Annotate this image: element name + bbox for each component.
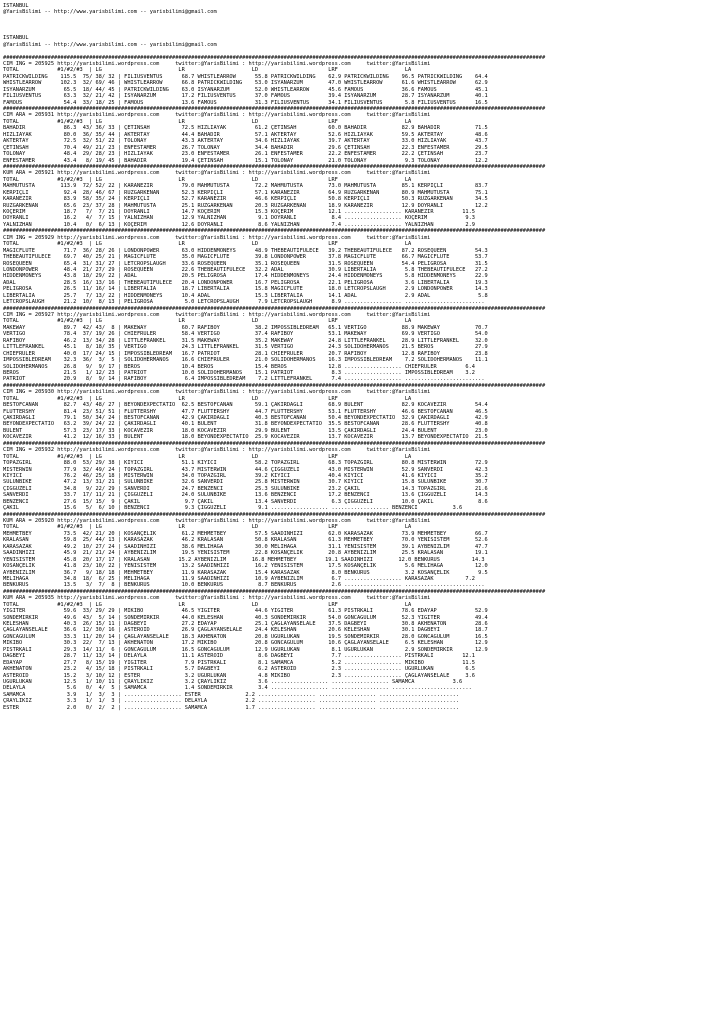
text-line: CHIEFRULER 40.0 17/ 24/ 15 | IMPOSSIBLEDREAM 16.7 PATRIOT 28.1 CHIEFRULER 20.7 RAFIBOY 12.8 RAFIBOY 23.8 <box>3 350 488 357</box>
text-line: THEBEAUTIFULECE 69.7 40/ 25/ 21 | MAGICFLUTE 35.0 MAGICFLUTE 39.8 LONDONPOWER 37.8 MAGICFLUTE 66.7 MAGICFLUTE 53.7 <box>3 254 488 261</box>
text-line: DAGBEYI 28.7 11/ 13/ 14 | DELAYLA 11.1 ASTEROID 8.6 DAGBEYI 7.7 .................. PISTRKALI 12.1 <box>3 653 475 660</box>
text-line: BÜLENT 57.3 23/ 17/ 33 | KOCAVEZIR 18.0 KOCAVEZIR 29.9 BÜLENT 13.5 ÇAKIRDAGLI 24.4 BÜLENT 23.0 <box>3 427 488 434</box>
text-line: YENISISTEM 45.8 20/ 17/ 17 | KRALASAN 15.2 AYBENIZLIM 16.8 MEHMETBEY 19.1 SAADINHIZI 12.0 BENKURUS 14.3 <box>3 556 485 563</box>
section-separator: ########################################################################################################################################################################## <box>3 382 546 389</box>
text-line: KARASAZAK 49.2 10/ 27/ 24 | SAADINHIZI 38.6 MELIHAGA 30.0 MELIHAGA 31.1 YENISISTEM 39.1 AYBENIZLIM 47.7 <box>3 543 488 550</box>
text-line: LETCROPSLAUGH 21.2 10/ 8/ 13 | PELIGROSA 5.0 LETCROPSLAUGH 7.9 LETCROPSLAUGH 8.9 .................. ......................... <box>3 299 485 306</box>
race-header: CIM ING = 205925 http://yarisbilimi.wordpress.com twitter:@YarisBilimi : http://yarisbilimi.wordpress.com twitter:@YarisBilimi <box>3 60 431 67</box>
text-line: SAADINHIZI 45.9 21/ 21/ 24 | AYBENIZLIM 19.5 YENISISTEM 22.8 KOSANÇELIK 20.8 AYBENIZLIM 25.5 KRALASAN 19.1 <box>3 550 488 557</box>
column-header: TOTAL #1/#2/#3 | LG LR LD LRF LA <box>3 453 412 460</box>
section-separator: ########################################################################################################################################################################## <box>3 511 546 518</box>
text-line: MAGICFLUTE 71.7 36/ 28/ 26 | LONDONPOWER 63.0 HIDDENMONEYS 48.9 THEBEAUTIFULECE 39.2 THEBEAUTIFULECE 87.2 ROSEQUEEN 54.3 <box>3 247 488 254</box>
text-line: SAMAMCA 3.9 1/ 3/ 3 | .................. ESTER 2.2 .................. .................. ......................... <box>3 691 460 698</box>
text-line: AYBENIZLIM 36.7 9/ 18/ 18 | MEHMETBEY 11.9 KARASAZAK 15.4 KARASAZAK 8.0 BENKURUS 3.2 KOSANÇELIK 9.5 <box>3 569 488 576</box>
text-line: FAMOUS 54.4 33/ 18/ 25 | FAMOUS 13.6 FAMOUS 31.3 FILIUSVENTUS 34.1 FILIUSVENTUS 5.8 FILIUSVENTUS 16.5 <box>3 99 488 106</box>
section-separator: ########################################################################################################################################################################## <box>3 54 546 61</box>
section-separator: ########################################################################################################################################################################## <box>3 305 546 312</box>
text-line: KIYICI 76.2 46/ 25/ 18 | MISTERWIN 34.0 TOPAZGIRL 39.2 KIYICI 40.4 KIYICI 41.6 KIYICI 35.2 <box>3 472 488 479</box>
text-line: WHISTLEARROW 102.3 32/ 69/ 46 | WHISTLEARROW 66.8 PATRICKWILDING 53.0 ISYANARZUM 47.0 WHISTLEARROW 61.6 WHISTLEARROW 62.9 <box>3 80 488 87</box>
text-line: KOSANÇELIK 41.8 23/ 10/ 22 | YENISISTEM 13.2 SAADINHIZI 16.2 YENISISTEM 17.5 KOSANÇELIK 5.6 MELIHAGA 12.0 <box>3 563 488 570</box>
text-line: KERPIÇLI 92.4 28/ 46/ 67 | RÜZGARKENAN 52.3 KERPIÇLI 57.1 KARANEZIR 64.9 RÜZGARKENAN 80.9 MAHMUTUSTA 75.1 <box>3 189 488 196</box>
race-statistics-document <box>3 3 705 1019</box>
text-line: ASTEROID 15.2 3/ 10/ 12 | ESTER 3.2 UGURLUKAN 4.8 MIKIBO 2.3 .................. ÇAGLAYANSELALE 3.6 <box>3 672 475 679</box>
race-header: CIM ARA = 205931 http://yarisbilimi.wordpress.com twitter:@YarisBilimi : http://yarisbilimi.wordpress.com twitter:@YarisBilimi <box>3 112 431 119</box>
text-line: MELIHAGA 34.8 18/ 6/ 25 | MELIHAGA 11.9 SAADINHIZI 10.9 AYBENIZLIM 6.7 .................. KARASAZAK 7.2 <box>3 575 475 582</box>
text-line: LITTLEFRANKEL 45.1 8/ 18/ 35 | VERTIGO 24.3 LITTLEFRANKEL 31.5 VERTIGO 24.3 SOLIDOHERMANOS 21.5 BEROS 27.9 <box>3 344 488 351</box>
text-line: EDAYAP 27.7 8/ 15/ 19 | YIGITER 7.9 PISTRKALI 8.1 SAMAMCA 5.2 .................. MIKIBO 11.5 <box>3 659 475 666</box>
text-line: ÇETINSAH 70.4 49/ 21/ 23 | ENFESTAMER 26.7 TOLONAY 34.4 BAHADIR 29.6 ÇETINSAH 22.3 ENFESTAMER 29.5 <box>3 144 488 151</box>
text-line: ÇRAYLIKIZ 3.3 1/ 1/ 3 | .................. DELAYLA 2.2 .................. .................. ......................... <box>3 698 460 705</box>
race-header: CIM ING = 205929 http://yarisbilimi.wordpress.com twitter:@YarisBilimi : http://yarisbilimi.wordpress.com twitter:@YarisBilimi <box>3 234 431 241</box>
text-line: BENKURUS 13.5 3/ 7/ 8 | BENKURUS 10.0 BENKURUS 8.7 BENKURUS 2.6 .................. ......................... <box>3 582 485 589</box>
text-line: HIZLIAYAK 80.0 36/ 35/ 44 | AKTERTAY 44.4 BAHADIR 57.1 AKTERTAY 52.6 HIZLIAYAK 59.5 AKTERTAY 48.6 <box>3 131 488 138</box>
text-line: ROSEQUEEN 65.4 31/ 31/ 27 | LETCROPSLAUGH 33.6 ROSEQUEEN 35.1 ROSEQUEEN 31.5 ROSEQUEEN 54.4 PELIGROSA 31.5 <box>3 260 488 267</box>
text-line: GONCAGÜLÜM 33.3 11/ 20/ 14 | ÇAGLAYANSELALE 18.3 AKHENATON 20.8 UGURLUKAN 19.5 SONDEMIRKIR 28.0 GONCAGÜLÜM 16.5 <box>3 633 488 640</box>
text-line: KARANEZIR 83.9 58/ 35/ 24 | KERPIÇLI 52.7 KARANEZIR 46.6 KERPIÇLI 50.8 KERPIÇLI 50.3 RÜZGARKENAN 34.5 <box>3 196 488 203</box>
column-header: TOTAL #1/#2/#3 | LG LR LD LRF LA <box>3 395 412 402</box>
column-header: TOTAL #1/#2/#3 | LG LR LD LRF LA <box>3 241 412 248</box>
section-separator: ########################################################################################################################################################################## <box>3 106 546 112</box>
text-line: RAFIBOY 46.2 13/ 34/ 28 | LITTLEFRANKEL 31.5 MAKEWAY 35.2 MAKEWAY 24.8 LITTLEFRANKEL 28.9 LITTLEFRANKEL 32.0 <box>3 337 488 344</box>
text-line: @YarisBilimi -- http://www.yarisbilimi.com -- yarisbilimi@gmail.com <box>3 9 217 16</box>
column-header: TOTAL #1/#2/#3 | LG LR LD LRF LA <box>3 67 412 74</box>
race-header: CIM ING = 205932 http://yarisbilimi.wordpress.com twitter:@YarisBilimi : http://yarisbilimi.wordpress.com twitter:@YarisBilimi <box>3 447 431 454</box>
text-line: SONDEMIRKIR 49.6 43/ 5/ 14 | SONDEMIRKIR 44.0 KELESHAN 40.3 SONDEMIRKIR 54.0 GONCAGÜLÜM 52.3 YIGITER 49.4 <box>3 614 488 621</box>
text-line: ISTANBUL <box>3 3 29 9</box>
text-line: PELIGROSA 26.5 11/ 16/ 14 | LIBERTALIA 18.7 LIBERTALIA 15.8 MAGICFLUTE 18.0 LETCROPSLAUGH 2.9 LONDONPOWER 14.3 <box>3 286 488 293</box>
race-header: KUM ARA = 205921 http://yarisbilimi.wordpress.com twitter:@YarisBilimi : http://yarisbilimi.wordpress.com twitter:@YarisBilimi <box>3 170 431 177</box>
section-separator: ########################################################################################################################################################################## <box>3 163 546 170</box>
text-line: PATRICKWILDING 115.5 75/ 38/ 32 | FILIUSVENTUS 68.7 WHISTLEARROW 55.8 PATRICKWILDING 62.9 PATRICKWILDING 96.5 PATRICKWILDING 64.4 <box>3 73 488 80</box>
text-line: ESTER 2.0 0/ 2/ 2 | .................. SAMAMCA 1.7 .................. .................. ......................... <box>3 704 460 711</box>
text-line: ÇAGLAYANSELALE 36.6 12/ 30/ 16 | ASTEROID 26.9 ÇAGLAYANSELALE 24.4 KELESHAN 20.6 KELESHAN 30.1 DAGBEYI 18.7 <box>3 627 488 634</box>
text-line: MAKEWAY 89.7 42/ 43/ 8 | MAKEWAY 60.7 RAFIBOY 38.2 IMPOSSIBLEDREAM 65.1 VERTIGO 88.9 MAKEWAY 70.7 <box>3 324 488 331</box>
text-line: UGURLUKAN 12.5 1/ 10/ 11 | ÇRAYLIKIZ 3.2 ÇRAYLIKIZ 3.6 .................. .................. SAMAMCA 3.6 <box>3 678 463 685</box>
text-line: @YarisBilimi -- http://www.yarisbilimi.com -- yarisbilimi@gmail.com <box>3 41 217 48</box>
text-line: LONDONPOWER 48.4 21/ 27/ 29 | ROSEQUEEN 22.6 THEBEAUTIFULECE 32.2 ADAL 30.9 LIBERTALIA 5.8 THEBEAUTIFULECE 27.2 <box>3 266 488 273</box>
text-line: HIDDENMONEYS 43.8 18/ 29/ 22 | ADAL 20.5 PELIGROSA 17.4 HIDDENMONEYS 24.4 HIDDENMONEYS 5.8 HIDDENMONEYS 22.9 <box>3 273 488 280</box>
text-line: ÇAKIL 15.6 5/ 6/ 10 | BENZENCI 9.3 ÇIGGÜZELI 9.1 .................. .................. BENZENCI 3.6 <box>3 505 463 512</box>
column-header: TOTAL #1/#2/#3 | LG LR LD LRF LA <box>3 601 412 608</box>
text-line: AKTERTAY 72.5 32/ 51/ 22 | TOLONAY 43.3 AKTERTAY 34.6 HIZLIAYAK 39.7 AKTERTAY 33.0 HIZLIAYAK 43.7 <box>3 138 488 145</box>
text-line: SANVERDI 33.7 17/ 11/ 21 | ÇIGGÜZELI 24.0 SÜLÜNBIKE 13.6 BENZENCI 17.2 BENZENCI 13.6 ÇIGGÜZELI 14.3 <box>3 492 488 499</box>
text-line: ISTANBUL <box>3 35 29 42</box>
section-separator: ########################################################################################################################################################################## <box>3 440 546 447</box>
column-header: TOTAL #1/#2/#3 | LG LR LD LRF LA <box>3 318 412 325</box>
text-line: TOPAZGIRL 88.0 53/ 29/ 38 | KIYICI 51.1 KIYICI 58.2 TOPAZGIRL 68.3 TOPAZGIRL 80.8 MISTERWIN 72.9 <box>3 460 488 467</box>
text-line: SOLIDOHERMANOS 26.8 9/ 9/ 17 | BEROS 10.4 BEROS 15.4 BEROS 12.8 .................. CHIEFRULER 6.4 <box>3 363 475 370</box>
text-line: FILIUSVENTUS 63.3 32/ 21/ 42 | ISYANARZUM 17.2 FILIUSVENTUS 37.0 FAMOUS 39.4 ISYANARZUM 28.7 ISYANARZUM 40.1 <box>3 93 488 100</box>
text-line: KOÇERIM 18.7 7/ 7/ 21 | DOYRANLI 14.7 KOÇERIM 15.3 KOÇERIM 12.1 .................. KARANEZIR 11.5 <box>3 209 475 215</box>
text-line: PISTRKALI 29.3 14/ 11/ 6 | GONCAGÜLÜM 16.5 GONCAGÜLÜM 12.9 UGURLUKAN 8.1 UGURLUKAN 2.9 SONDEMIRKIR 12.9 <box>3 646 488 653</box>
race-header: CIM ING = 205930 http://yarisbilimi.wordpress.com twitter:@YarisBilimi : http://yarisbilimi.wordpress.com twitter:@YarisBilimi <box>3 389 431 396</box>
text-line: IMPOSSIBLEDREAM 32.3 36/ 3/ 5 | SOLIDOHERMANOS 16.6 CHIEFRULER 21.0 SOLIDOHERMANOS 16.3 IMPOSSIBLEDREAM 7.2 SOLIDOHERMANOS 11.1 <box>3 357 488 364</box>
text-line: ENFESTAMER 43.4 8/ 19/ 45 | BAHADIR 19.4 ÇETINSAH 15.1 TOLONAY 21.0 TOLONAY 9.3 TOLONAY 12.2 <box>3 157 488 164</box>
text-line: KOCAVEZIR 41.2 12/ 16/ 33 | BÜLENT 18.0 BEYONDEXPECTATIO 25.9 KOCAVEZIR 13.7 KOCAVEZIR 13.7 BEYONDEXPECTATIO 21.5 <box>3 434 488 441</box>
column-header: TOTAL #1/#2/#3 | LG LR LD LRF LA <box>3 176 412 183</box>
text-line: BENZENCI 27.6 15/ 15/ 9 | ÇAKIL 9.7 ÇAKIL 13.4 SANVERDI 6.3 ÇIGGÜZELI 10.0 ÇAKIL 8.6 <box>3 498 488 505</box>
text-line: YIGITER 59.6 33/ 29/ 29 | MIKIBO 46.5 YIGITER 44.6 YIGITER 61.3 PISTRKALI 78.6 EDAYAP 52.9 <box>3 608 488 615</box>
column-header: TOTAL #1/#2/#3 | LG LR LD LRF LA <box>3 118 412 125</box>
text-line: KRALASAN 59.8 25/ 44/ 13 | KARASAZAK 46.2 KRALASAN 50.8 KRALASAN 61.3 MEHMETBEY 70.0 YENISISTEM 52.6 <box>3 537 488 544</box>
section-separator: ########################################################################################################################################################################## <box>3 588 546 595</box>
text-line: PATRIOT 20.9 8/ 9/ 14 | RAFIBOY 6.4 IMPOSSIBLEDREAM 7.2 LITTLEFRANKEL 7.4 .................. ......................... <box>3 376 485 383</box>
text-line: BEROS 21.5 1/ 12/ 23 | PATRIOT 10.0 SOLIDOHERMANOS 15.1 PATRIOT 8.3 .................. IMPOSSIBLEDREAM 3.2 <box>3 369 475 376</box>
text-line: ÇAKIRDAGLI 79.1 50/ 34/ 24 | BESTOFCANAN 42.9 ÇAKIRDAGLI 40.3 BESTOFCANAN 50.4 BEYONDEXPECTATIO 32.9 ÇAKIRDAGLI 42.9 <box>3 415 488 421</box>
text-line: LIBERTALIA 25.7 7/ 13/ 22 | HIDDENMONEYS 10.4 ADAL 15.3 LIBERTALIA 14.1 ADAL 2.9 ADAL 5.8 <box>3 292 488 299</box>
text-line: MAHMUTUSTA 113.9 72/ 52/ 22 | KARANEZIR 79.0 MAHMUTUSTA 72.2 MAHMUTUSTA 73.0 MAHMUTUSTA 85.1 KERPIÇLI 83.7 <box>3 183 488 190</box>
text-line: SÜLÜNBIKE 47.2 13/ 31/ 21 | SÜLÜNBIKE 32.6 SANVERDI 25.8 MISTERWIN 30.7 KIYICI 15.8 SÜLÜNBIKE 30.7 <box>3 479 488 486</box>
text-line: ADAL 28.5 16/ 13/ 16 | THEBEAUTIFULECE 20.4 LONDONPOWER 16.7 PELIGROSA 22.1 PELIGROSA 3.6 LIBERTALIA 19.3 <box>3 279 488 286</box>
text-line: BEYONDEXPECTATIO 63.2 39/ 24/ 22 | ÇAKIRDAGLI 40.1 BÜLENT 31.8 BEYONDEXPECTATIO 35.5 BESTOFCANAN 28.6 FLUTTERSHY 40.8 <box>3 421 488 428</box>
text-line: BESTOFCANAN 82.7 43/ 48/ 27 | BEYONDEXPECTATIO 62.5 BESTOFCANAN 59.1 ÇAKIRDAGLI 68.9 BÜLENT 82.9 KOCAVEZIR 54.4 <box>3 402 488 409</box>
column-header: TOTAL #1/#2/#3 | LG LR LD LRF LA <box>3 524 412 531</box>
text-line: VERTIGO 78.4 37/ 19/ 26 | CHIEFRULER 58.4 VERTIGO 37.4 RAFIBOY 53.1 MAKEWAY 69.9 VERTIGO 54.0 <box>3 331 488 338</box>
text-line: MEHMETBEY 73.5 42/ 21/ 20 | KOSANÇELIK 61.2 MEHMETBEY 57.5 SAADINHIZI 62.0 KARASAZAK 73.9 MEHMETBEY 66.7 <box>3 530 488 537</box>
text-line: TOLONAY 48.4 29/ 28/ 23 | HIZLIAYAK 23.0 ENFESTAMER 26.1 ENFESTAMER 22.2 ENFESTAMER 22.2 ÇETINSAH 23.7 <box>3 151 488 158</box>
text-line: FLUTTERSHY 81.4 23/ 51/ 51 | FLUTTERSHY 47.7 FLUTTERSHY 44.7 FLUTTERSHY 53.1 FLUTTERSHY 46.6 BESTOFCANAN 46.5 <box>3 408 488 415</box>
text-line: KELESHAN 40.3 26/ 15/ 11 | DAGBEYI 27.2 EDAYAP 25.1 ÇAGLAYANSELALE 37.5 DAGBEYI 30.8 AKHENATON 28.6 <box>3 621 488 627</box>
text-line: BAHADIR 86.3 43/ 36/ 33 | ÇETINSAH 72.5 HIZLIAYAK 61.2 ÇETINSAH 60.0 BAHADIR 82.9 BAHADIR 71.5 <box>3 125 488 132</box>
text-line: DELAYLA 5.6 0/ 4/ 5 | SAMAMCA 1.4 SONDEMIRKIR 3.4 .................. .................. ......................... <box>3 685 472 692</box>
race-header: KUM ARA = 205920 http://yarisbilimi.wordpress.com twitter:@YarisBilimi : http://yarisbilimi.wordpress.com twitter:@YarisBilimi <box>3 518 431 524</box>
race-header: CIM ING = 205927 http://yarisbilimi.wordpress.com twitter:@YarisBilimi : http://yarisbilimi.wordpress.com twitter:@YarisBilimi <box>3 312 431 318</box>
text-line: AKHENATON 23.2 4/ 15/ 18 | PISTRKALI 5.7 DAGBEYI 6.2 ASTEROID 2.3 .................. UGURLUKAN 6.5 <box>3 666 475 673</box>
text-line: ISYANARZUM 65.5 18/ 44/ 45 | PATRICKWILDING 63.0 ISYANARZUM 52.0 WHISTLEARROW 45.6 FAMOUS 36.6 FAMOUS 45.1 <box>3 86 488 93</box>
text-line: ÇIGGÜZELI 34.8 9/ 22/ 29 | SANVERDI 24.7 BENZENCI 25.3 SÜLÜNBIKE 23.2 ÇAKIL 14.3 TOPAZGIRL 21.6 <box>3 485 488 492</box>
text-line: MIKIBO 30.3 22/ 7/ 13 | AKHENATON 17.2 MIKIBO 20.8 GONCAGÜLÜM 10.6 ÇAGLAYANSELALE 6.5 KELESHAN 12.9 <box>3 640 488 647</box>
section-separator: ########################################################################################################################################################################## <box>3 228 546 235</box>
text-line: DOYRANLI 16.2 4/ 7/ 15 | YALNIZHAN 12.9 YALNIZHAN 9.1 DOYRANLI 8.4 .................. KOÇERIM 9.3 <box>3 215 475 222</box>
text-line: YALNIZHAN 10.4 0/ 6/ 13 | KOÇERIM 12.6 DOYRANLI 8.6 YALNIZHAN 7.4 .................. YALNIZHAN 2.9 <box>3 221 475 228</box>
text-line: RÜZGARKENAN 65.6 23/ 37/ 28 | MAHMUTUSTA 25.1 RÜZGARKENAN 20.3 RÜZGARKENAN 18.9 KARANEZIR 12.9 DOYRANLI 12.2 <box>3 202 488 209</box>
text-line: MISTERWIN 77.9 32/ 49/ 24 | TOPAZGIRL 43.7 MISTERWIN 44.6 ÇIGGÜZELI 43.0 MISTERWIN 52.9 SANVERDI 42.3 <box>3 466 488 473</box>
race-header: KUM ARA = 205935 http://yarisbilimi.wordpress.com twitter:@YarisBilimi : http://yarisbilimi.wordpress.com twitter:@YarisBilimi <box>3 595 431 602</box>
